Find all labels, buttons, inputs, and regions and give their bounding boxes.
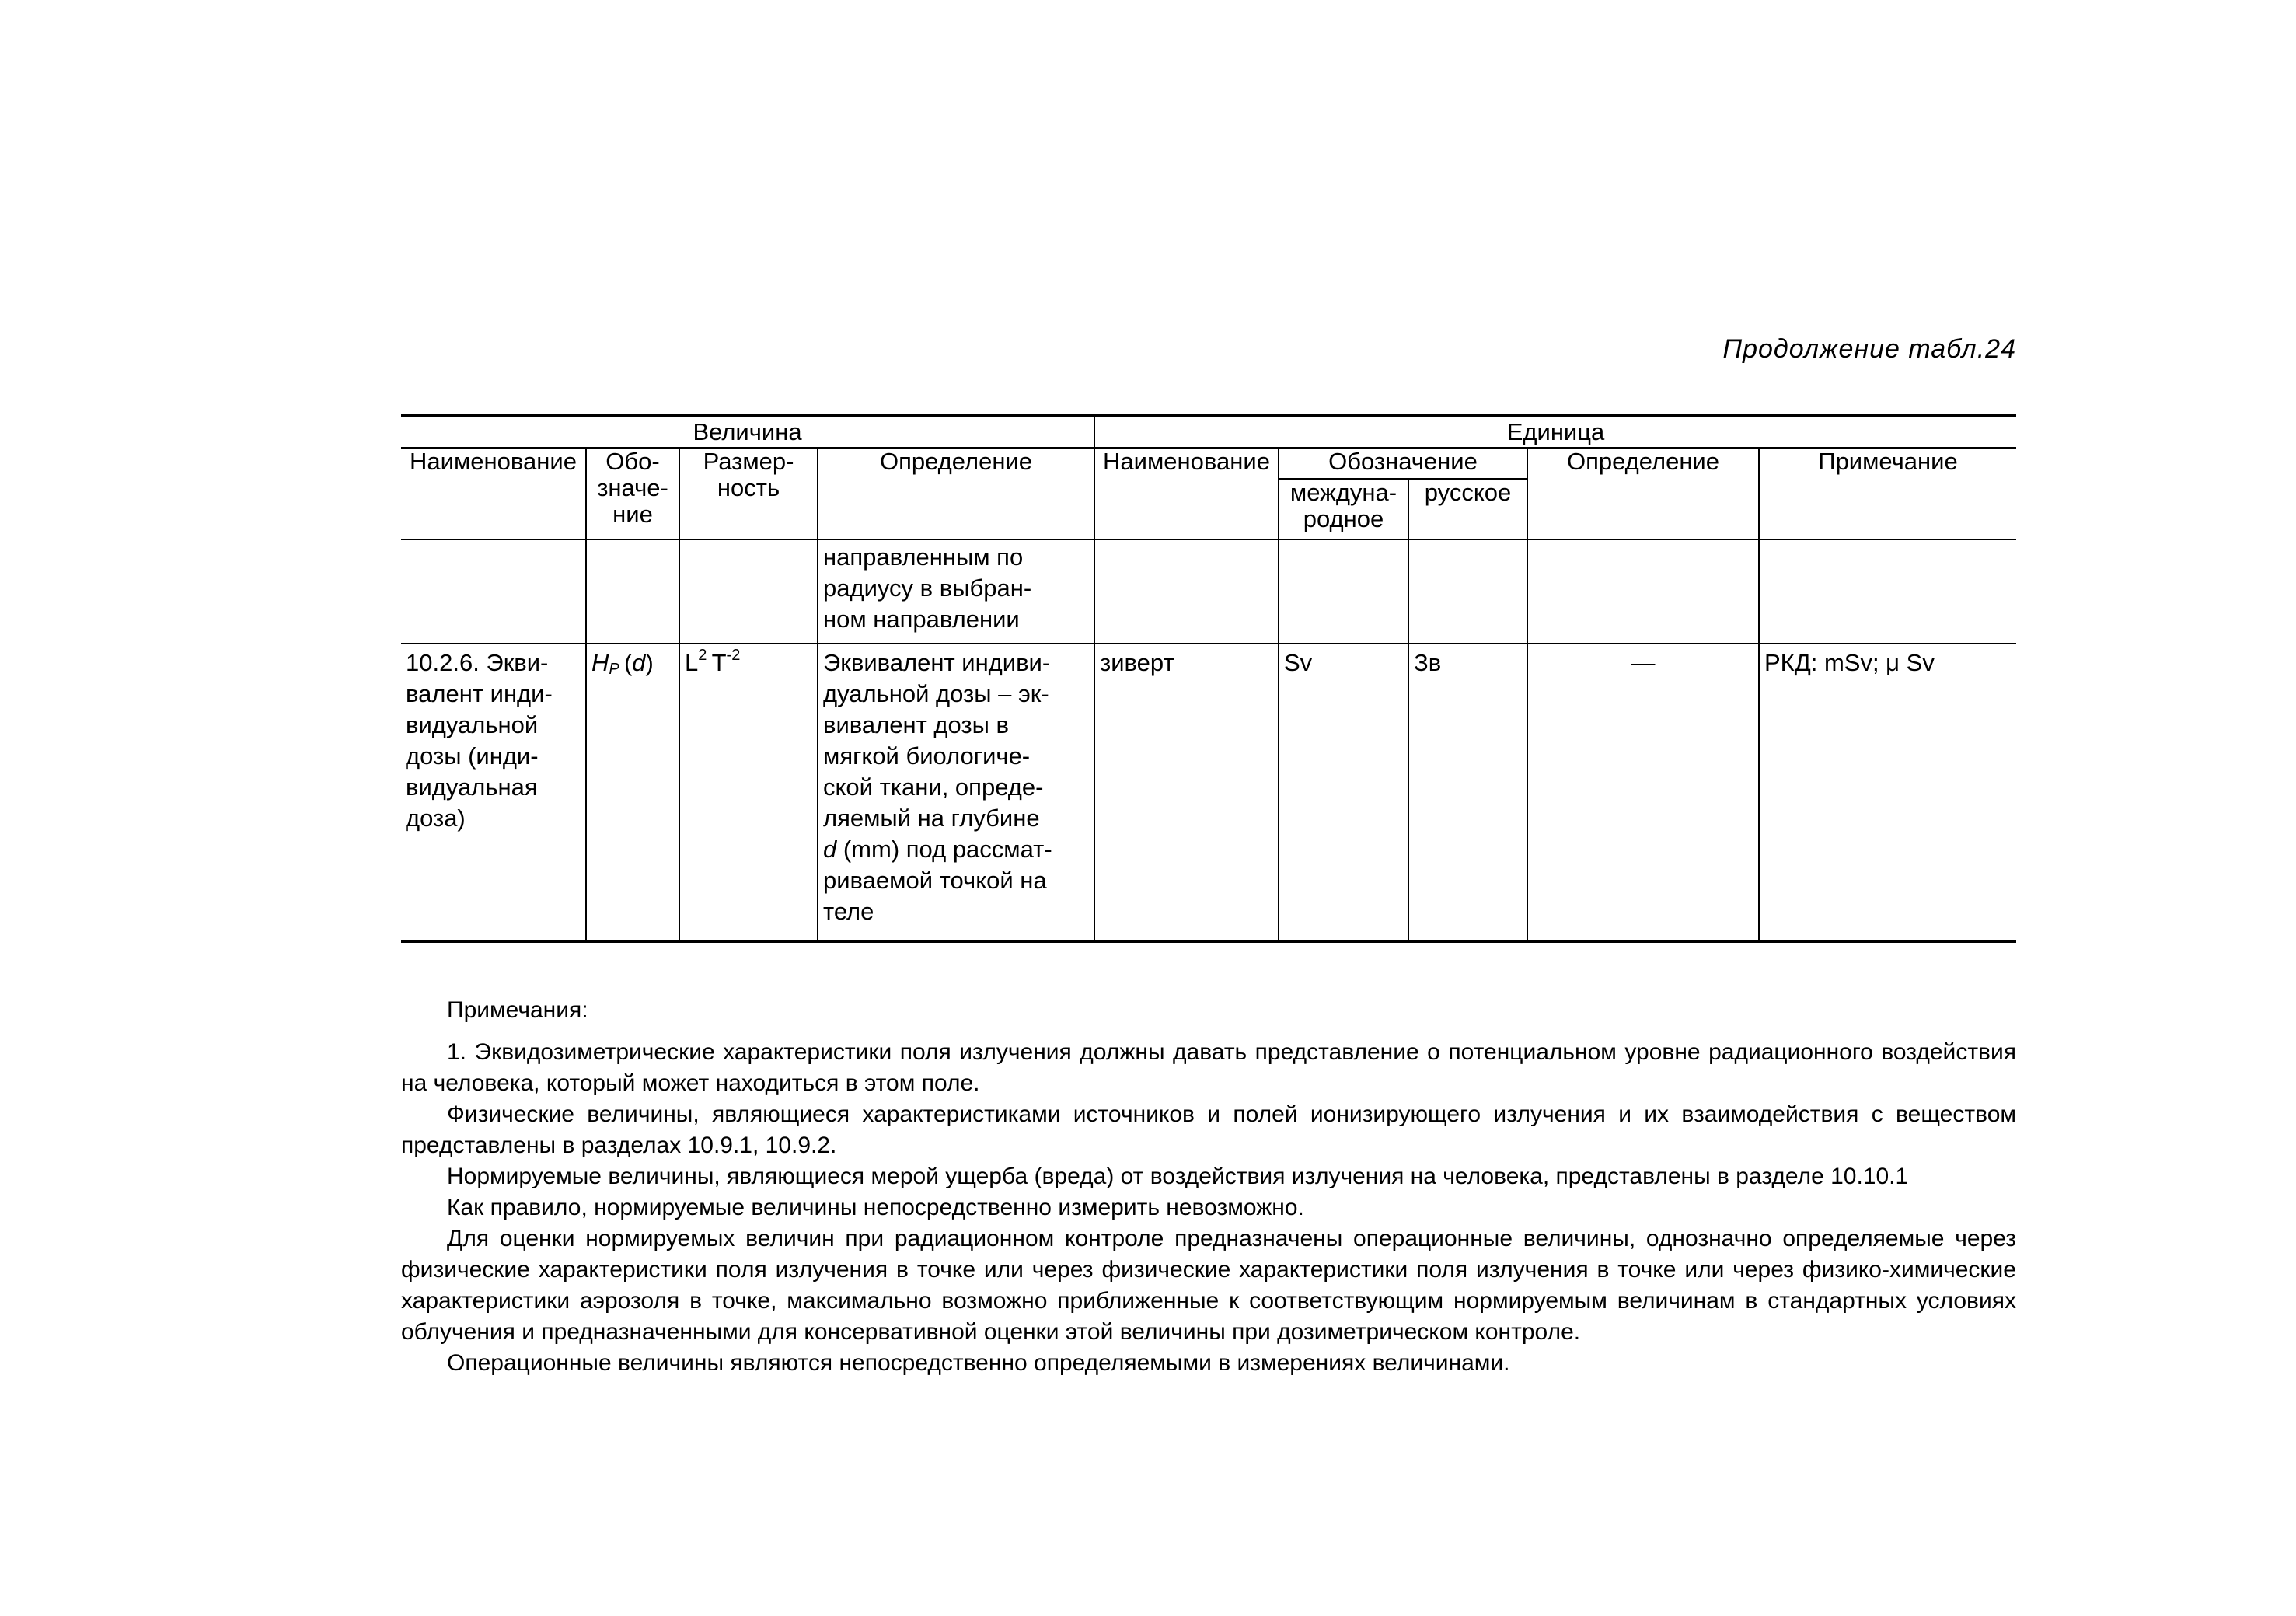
header-definition: Определение <box>818 448 1094 539</box>
cell-note <box>1759 539 2016 644</box>
note-paragraph: Как правило, нормируемые величины непосредственно измерить невозможно. <box>447 1195 1304 1220</box>
note-paragraph: Физические величины, являющиеся характеристиками источников и полей ионизирующего излучения и их взаимодействия с веществом представлены в разделах 10.9.1, 10.9.2. <box>401 1101 2016 1158</box>
definition-variable: d <box>823 836 837 863</box>
cell-international <box>1279 539 1408 644</box>
cell-unit-name: зиверт <box>1094 644 1279 941</box>
header-unit-name: Наименование <box>1094 448 1279 539</box>
note-paragraph: 1. Эквидозиметрические характеристики поля излучения должны давать представление о потенциальном уровне радиационного воздействия на человека, который может находиться в этом поле. <box>401 1039 2016 1096</box>
cell-designation <box>586 539 679 644</box>
notes-heading: Примечания: <box>447 997 588 1023</box>
cell-russian <box>1408 539 1527 644</box>
header-russian: русское <box>1408 479 1527 539</box>
designation-argument: d <box>632 649 646 676</box>
table-caption: Продолжение табл.24 <box>1722 334 2016 364</box>
cell-unit-definition: — <box>1527 644 1759 941</box>
quantities-table <box>401 414 2016 943</box>
note-paragraph: Для оценки нормируемых величин при радиационном контроле предназначены операционные величины, однозначно определяемые через физические характеристики поля излучения в точке или через физические характеристики поля излучения в точке или через физико-химические характеристики аэрозоля в точке, максимально возможно приближенные к соответствующим нормируемым величинам в стандартных условиях облучения и предназначенными для консервативной оценки этой величины при дозиметрическом контроле. <box>401 1226 2016 1345</box>
notes-section <box>401 995 2016 1379</box>
cell-name <box>401 539 586 644</box>
dimension-time-exponent: -2 <box>726 647 741 664</box>
cell-name: 10.2.6. Экви- валент инди- видуальной дозы (инди- видуальная доза) <box>401 644 586 941</box>
header-international: междуна- родное <box>1279 479 1408 539</box>
cell-russian: Зв <box>1408 644 1527 941</box>
cell-dimension <box>679 539 818 644</box>
cell-unit-definition <box>1527 539 1759 644</box>
definition-text-part1: Эквивалент индиви- дуальной дозы – эк- вивалент дозы в мягкой биологиче- ской ткани, опреде- ляемый на глубине <box>823 649 1051 832</box>
definition-text-part2: (mm) под рассмат- риваемой точкой на теле <box>823 836 1052 925</box>
group-header-quantity: Величина <box>401 416 1094 448</box>
table-row <box>401 644 2016 941</box>
header-designation: Обо- значе- ние <box>586 448 679 539</box>
note-paragraph: Операционные величины являются непосредственно определяемыми в измерениях величинами. <box>447 1350 1510 1376</box>
header-unit-definition: Определение <box>1527 448 1759 539</box>
dimension-time: T <box>711 649 727 676</box>
dimension-length: L <box>685 649 699 676</box>
note-paragraph: Нормируемые величины, являющиеся мерой ущерба (вреда) от воздействия излучения на человека, представлены в разделе 10.10.1 <box>447 1164 1909 1189</box>
designation-subscript: P <box>609 661 619 678</box>
cell-unit-name <box>1094 539 1279 644</box>
designation-symbol: H <box>591 649 609 676</box>
header-name: Наименование <box>401 448 586 539</box>
table-row <box>401 539 2016 644</box>
group-header-unit: Единица <box>1094 416 2016 448</box>
cell-international: Sv <box>1279 644 1408 941</box>
header-dimension: Размер- ность <box>679 448 818 539</box>
cell-dimension <box>679 644 818 941</box>
cell-definition: направленным по радиусу в выбран- ном направлении <box>818 539 1094 644</box>
header-unit-designation: Обозначение <box>1279 448 1527 479</box>
cell-designation: $H_P$ (d) <box>586 644 679 941</box>
cell-note: РКД: mSv; μ Sv <box>1759 644 2016 941</box>
header-note: Примечание <box>1759 448 2016 539</box>
dimension-length-exponent: 2 <box>698 647 707 664</box>
cell-definition <box>818 644 1094 941</box>
